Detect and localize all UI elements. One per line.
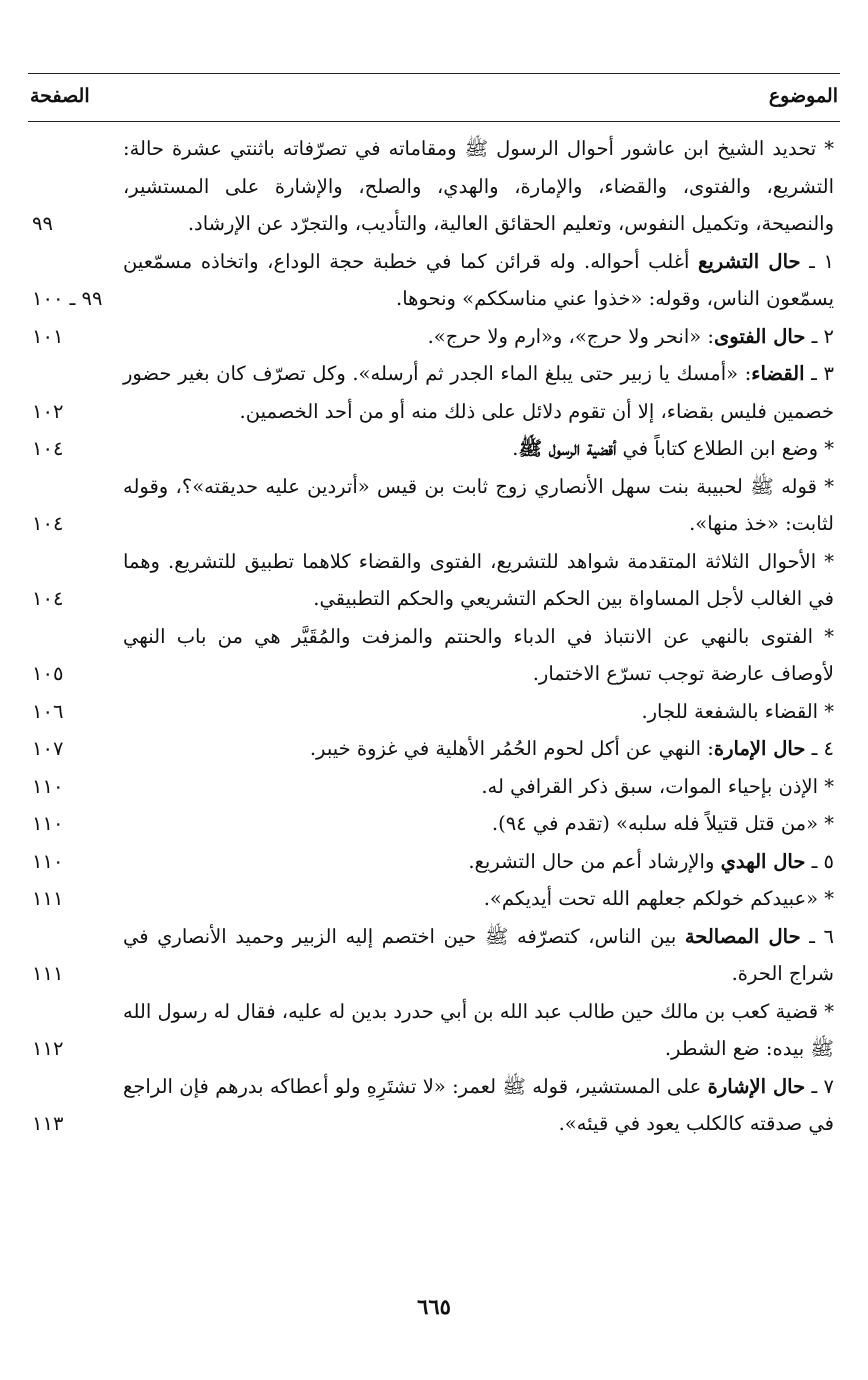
entry-text: * تحديد الشيخ ابن عاشور أحوال الرسول ﷺ ومقاماته في تصرّفاته باثنتي عشرة حالة: التشريع، والفتوى، والقضاء، والإمارة، والهدي، والصلح، والإشارة على المستشير، والنصيحة، وتكميل النفوس، وتعليم الحقائق العالية، والتأديب، والتجرّد عن الإرشاد. — [123, 137, 834, 235]
page-number: ٦٦٥ — [417, 1294, 451, 1319]
entry-text: ١ ـ حال التشريع أغلب أحواله. وله قرائن كما في خطبة حجة الوداع، واتخاذه مسمّعين يسمّعون الناس، وقوله: «خذوا عني مناسككم» ونحوها. — [123, 249, 834, 310]
index-entry — [28, 130, 840, 243]
entry-page: ١٠٤ — [32, 437, 64, 460]
page-column-label: الصفحة — [30, 85, 90, 107]
entry-text: * القضاء بالشفعة للجار. — [641, 699, 834, 723]
entry-text: * الأحوال الثلاثة المتقدمة شواهد للتشريع، الفتوى والقضاء كلاهما تطبيق للتشريع. وهما في الغالب لأجل المساواة بين الحكم التشريعي والحكم التطبيقي. — [123, 549, 834, 610]
entry-page: ١٠٤ — [32, 512, 64, 535]
entry-page: ١٠٥ — [32, 662, 64, 685]
entry-text: ٧ ـ حال الإشارة على المستشير، قوله ﷺ لعمر: «لا تشتَرِهِ ولو أعطاكه بدرهم فإن الراجع في صدقته كالكلب يعود في قيئه». — [123, 1074, 835, 1135]
index-entry — [28, 1068, 840, 1143]
entry-text: ٦ ـ حال المصالحة بين الناس، كتصرّفه ﷺ حين اختصم إليه الزبير وحميد الأنصاري في شراج الحرة. — [123, 924, 834, 985]
entry-text: * وضع ابن الطلاع كتاباً في أقضية الرسول ﷺ. — [512, 437, 834, 460]
entry-page: ١١٠ — [32, 849, 64, 873]
entry-page: ١٠٤ — [32, 587, 64, 610]
entry-text: * قضية كعب بن مالك حين طالب عبد الله بن أبي حدرد بدين له عليه، فقال له رسول الله ﷺ بيده: ضع الشطر. — [123, 999, 834, 1060]
entry-text: ٥ ـ حال الهدي والإرشاد أعم من حال التشريع. — [468, 849, 834, 873]
index-entry — [28, 693, 840, 731]
entry-page: ٩٩ — [32, 212, 53, 235]
topic-column-label: الموضوع — [768, 85, 838, 107]
index-entry — [28, 618, 840, 693]
index-entries — [28, 130, 840, 1143]
index-entry — [28, 318, 840, 356]
index-entry — [28, 355, 840, 430]
entry-text: ٣ ـ القضاء: «أمسك يا زبير حتى يبلغ الماء الجدر ثم أرسله». وكل تصرّف كان بغير حضور خصمين فليس بقضاء، إلا أن تقوم دلائل على ذلك منه أو من أحد الخصمين. — [123, 362, 834, 423]
index-entry — [28, 805, 840, 843]
index-entry — [28, 243, 840, 318]
index-entry — [28, 730, 840, 768]
entry-page: ١١٣ — [32, 1112, 64, 1135]
entry-page: ١١١ — [32, 962, 64, 985]
entry-text: * الإذن بإحياء الموات، سبق ذكر القرافي له. — [481, 774, 834, 798]
entry-page: ١١٠ — [32, 774, 64, 798]
header-bottom-rule — [28, 121, 840, 122]
entry-page: ١٠٦ — [32, 699, 64, 723]
index-entry — [28, 430, 840, 468]
entry-page: ١١١ — [32, 887, 64, 910]
index-entry — [28, 543, 840, 618]
entry-page: ١٠١ — [32, 324, 64, 348]
index-entry — [28, 918, 840, 993]
entry-page: ١١٢ — [32, 1037, 64, 1060]
index-entry — [28, 843, 840, 881]
entry-page: ١٠٧ — [32, 737, 64, 760]
entry-text: * قوله ﷺ لحبيبة بنت سهل الأنصاري زوج ثابت بن قيس «أتردين عليه حديقته»؟، وقوله لثابت: «خذ منها». — [123, 474, 834, 535]
entry-text: * «من قتل قتيلاً فله سلبه» (تقدم في ٩٤). — [491, 812, 834, 835]
entry-text: * «عبيدكم خولكم جعلهم الله تحت أيديكم». — [483, 887, 834, 910]
entry-page: ١١٠ — [32, 812, 64, 835]
index-page — [28, 0, 840, 1380]
entry-text: ٤ ـ حال الإمارة: النهي عن أكل لحوم الحُمُر الأهلية في غزوة خيبر. — [309, 737, 834, 760]
entry-text: * الفتوى بالنهي عن الانتباذ في الدباء والحنتم والمزفت والمُقَيَّر هي من باب النهي لأوصاف عارضة توجب تسرّع الاختمار. — [123, 624, 834, 685]
index-entry — [28, 468, 840, 543]
index-entry — [28, 880, 840, 918]
entry-page: ٩٩ ـ ١٠٠ — [32, 287, 103, 310]
table-header — [28, 74, 840, 118]
entry-page: ١٠٢ — [32, 399, 64, 423]
index-entry — [28, 993, 840, 1068]
entry-text: ٢ ـ حال الفتوى: «انحر ولا حرج»، و«ارم ولا حرج». — [427, 324, 834, 348]
index-entry — [28, 768, 840, 806]
